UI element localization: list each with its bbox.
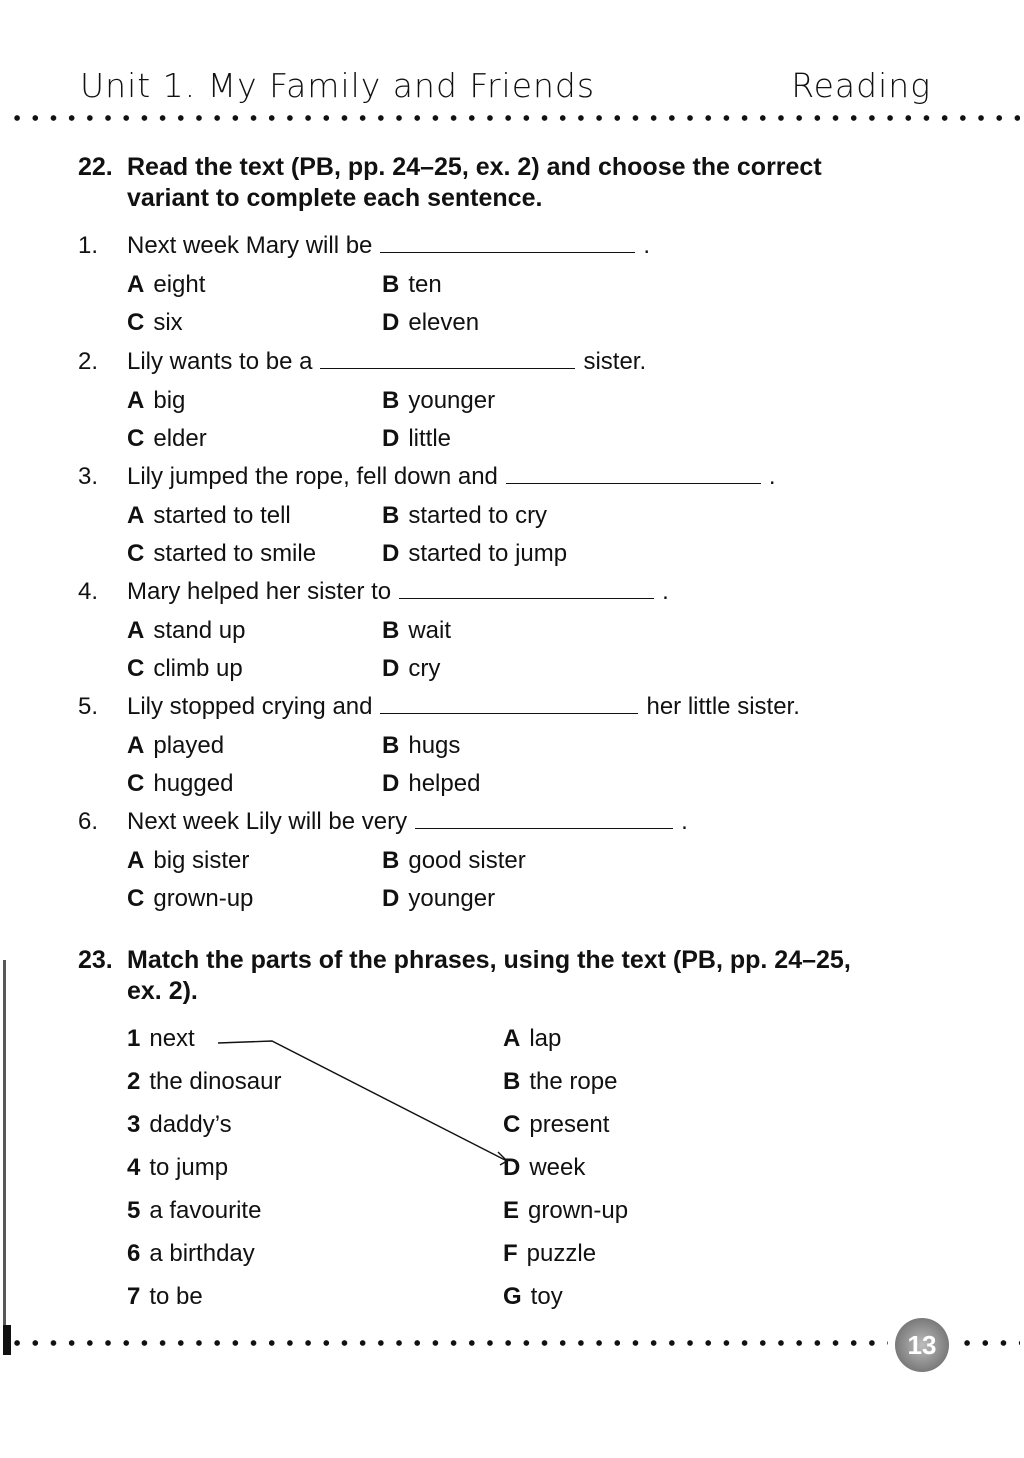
- match-left-number: 6: [127, 1240, 141, 1267]
- option-letter: C: [127, 309, 145, 336]
- task-22-number: 22.: [78, 153, 113, 181]
- option-letter: B: [382, 271, 400, 298]
- option-letter: A: [127, 502, 145, 529]
- option-text: grown-up: [153, 885, 254, 912]
- option-letter: B: [382, 732, 400, 759]
- match-left-text: next: [149, 1025, 195, 1052]
- option-text: wait: [408, 617, 452, 644]
- match-left-number: 5: [127, 1197, 141, 1224]
- match-right-letter: A: [503, 1025, 521, 1052]
- option-text: climb up: [153, 655, 243, 682]
- match-right-letter: G: [503, 1283, 522, 1310]
- question-stem: Next week Mary will be: [127, 232, 373, 259]
- question-stem: Mary helped her sister to: [127, 578, 392, 605]
- match-right-letter: F: [503, 1240, 518, 1267]
- option-text: little: [408, 425, 452, 452]
- question-number: 2.: [78, 348, 99, 375]
- match-left-number: 3: [127, 1111, 141, 1138]
- match-right-letter: D: [503, 1154, 521, 1181]
- option-letter: A: [127, 617, 145, 644]
- option-letter: B: [382, 847, 400, 874]
- question-number: 6.: [78, 808, 99, 835]
- option-letter: A: [127, 387, 145, 414]
- question-ending: .: [643, 232, 651, 259]
- option-letter: D: [382, 770, 400, 797]
- question-ending: .: [768, 463, 776, 490]
- task-22-instruction-line2: variant to complete each sentence.: [127, 184, 543, 212]
- option-text: hugged: [153, 770, 234, 797]
- match-left-text: to jump: [149, 1154, 229, 1181]
- option-letter: B: [382, 617, 400, 644]
- option-text: cry: [408, 655, 441, 682]
- question-number: 5.: [78, 693, 99, 720]
- match-left-text: daddy’s: [149, 1111, 232, 1138]
- option-text: younger: [408, 387, 496, 414]
- match-right-text: toy: [530, 1283, 563, 1310]
- question-ending: sister.: [583, 348, 647, 375]
- task-23-instruction-line2: ex. 2).: [127, 977, 198, 1005]
- match-line-1-to-d: [218, 1041, 505, 1160]
- option-text: hugs: [408, 732, 461, 759]
- option-text: stand up: [153, 617, 246, 644]
- page-number-badge: 13: [895, 1318, 949, 1372]
- option-letter: C: [127, 540, 145, 567]
- option-text: helped: [408, 770, 481, 797]
- question-ending: her little sister.: [646, 693, 800, 720]
- option-text: big: [153, 387, 186, 414]
- question-stem: Lily wants to be a: [127, 348, 313, 375]
- option-text: six: [153, 309, 183, 336]
- option-letter: B: [382, 502, 400, 529]
- question-number: 1.: [78, 232, 99, 259]
- match-left-number: 7: [127, 1283, 141, 1310]
- match-right-text: week: [529, 1154, 586, 1181]
- option-text: started to smile: [153, 540, 317, 567]
- match-right-text: grown-up: [528, 1197, 629, 1224]
- option-letter: D: [382, 885, 400, 912]
- match-left-text: a favourite: [149, 1197, 262, 1224]
- question-stem: Lily jumped the rope, fell down and: [127, 463, 498, 490]
- match-right-text: present: [529, 1111, 610, 1138]
- option-text: played: [153, 732, 225, 759]
- question-stem: Next week Lily will be very: [127, 808, 408, 835]
- option-letter: B: [382, 387, 400, 414]
- match-right-text: puzzle: [526, 1240, 597, 1267]
- option-letter: A: [127, 732, 145, 759]
- task-23-instruction-line1: Match the parts of the phrases, using the text (PB, pp. 24–25,: [127, 946, 851, 974]
- match-right-letter: E: [503, 1197, 520, 1224]
- question-number: 4.: [78, 578, 99, 605]
- option-letter: A: [127, 271, 145, 298]
- option-letter: D: [382, 309, 400, 336]
- option-letter: D: [382, 655, 400, 682]
- option-text: younger: [408, 885, 496, 912]
- match-left-text: to be: [149, 1283, 203, 1310]
- option-text: good sister: [408, 847, 526, 874]
- footer-dotted-rule: [8, 1339, 888, 1347]
- option-letter: D: [382, 425, 400, 452]
- option-text: eleven: [408, 309, 480, 336]
- question-stem: Lily stopped crying and: [127, 693, 373, 720]
- match-left-number: 1: [127, 1025, 141, 1052]
- option-text: started to cry: [408, 502, 548, 529]
- option-text: started to tell: [153, 502, 291, 529]
- footer-dotted-rule-end: [958, 1339, 1020, 1347]
- option-text: eight: [153, 271, 206, 298]
- option-text: big sister: [153, 847, 250, 874]
- option-letter: C: [127, 770, 145, 797]
- binding-edge-mark: [3, 960, 6, 1350]
- option-letter: C: [127, 885, 145, 912]
- option-text: ten: [408, 271, 442, 298]
- match-right-letter: B: [503, 1068, 521, 1095]
- binding-edge-tab: [3, 1325, 11, 1355]
- match-left-number: 2: [127, 1068, 141, 1095]
- match-right-letter: C: [503, 1111, 521, 1138]
- task-23-number: 23.: [78, 946, 113, 974]
- unit-title: Unit 1. My Family and Friends: [80, 66, 596, 105]
- option-text: started to jump: [408, 540, 568, 567]
- question-ending: .: [681, 808, 688, 835]
- match-left-text: the dinosaur: [149, 1068, 282, 1095]
- match-right-text: the rope: [529, 1068, 618, 1095]
- match-left-text: a birthday: [149, 1240, 255, 1267]
- section-title: Reading: [791, 66, 931, 105]
- question-number: 3.: [78, 463, 99, 490]
- task-22-instruction-line1: Read the text (PB, pp. 24–25, ex. 2) and choose the correct: [127, 153, 822, 181]
- match-right-text: lap: [529, 1025, 562, 1052]
- option-letter: A: [127, 847, 145, 874]
- option-letter: C: [127, 655, 145, 682]
- match-left-number: 4: [127, 1154, 141, 1181]
- question-ending: .: [662, 578, 669, 605]
- option-letter: D: [382, 540, 400, 567]
- option-text: elder: [153, 425, 207, 452]
- option-letter: C: [127, 425, 145, 452]
